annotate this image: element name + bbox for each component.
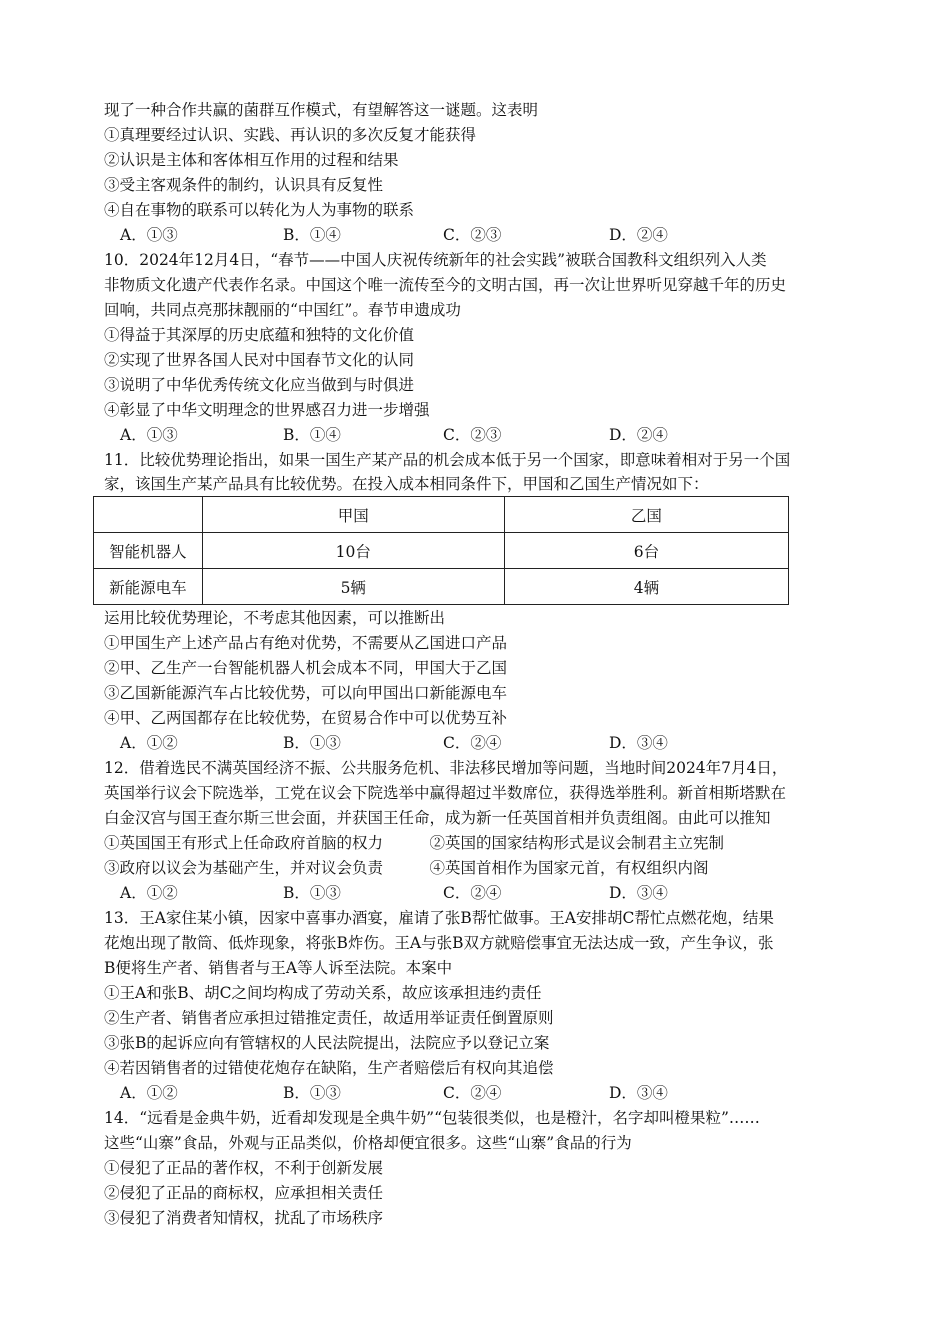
q11-item-3: ③乙国新能源汽车占比较优势，可以向甲国出口新能源电车: [104, 684, 508, 702]
table-header-cell: 甲国: [202, 497, 504, 533]
q10-choice-a[interactable]: A．①③: [120, 426, 178, 444]
q11-choice-c[interactable]: C．②④: [443, 734, 502, 752]
q12-choice-b[interactable]: B．①③: [283, 884, 341, 902]
q14-item-1: ①侵犯了正品的著作权，不利于创新发展: [104, 1159, 384, 1177]
q12-stem-line-3: 白金汉宫与国王查尔斯三世会面，并获国王任命，成为新一任英国首相并负责组阁。由此可以推知: [104, 809, 771, 827]
q12-items-row-1: ①英国国王有形式上任命政府首脑的权力 ②英国的国家结构形式是议会制君主立宪制: [104, 834, 725, 852]
q13-item-4: ④若因销售者的过错使花炮存在缺陷，生产者赔偿后有权向其追偿: [104, 1059, 554, 1077]
q13-stem-line-2: 花炮出现了散筒、低炸现象，将张B炸伤。王A与张B双方就赔偿事宜无法达成一致，产生争议，张: [104, 934, 774, 952]
q13-item-3: ③张B的起诉应向有管辖权的人民法院提出，法院应予以登记立案: [104, 1034, 550, 1052]
q12-choices: [120, 883, 840, 903]
q12-choice-a[interactable]: A．①②: [120, 884, 178, 902]
q9-item-2: ②认识是主体和客体相互作用的过程和结果: [104, 151, 399, 169]
q10-choice-b[interactable]: B．①④: [283, 426, 341, 444]
q13-item-2: ②生产者、销售者应承担过错推定责任，故适用举证责任倒置原则: [104, 1009, 554, 1027]
table-cell: 10台: [202, 533, 504, 569]
q9-item-3: ③受主客观条件的制约，认识具有反复性: [104, 176, 384, 194]
q14-item-3: ③侵犯了消费者知情权，扰乱了市场秩序: [104, 1209, 384, 1227]
q9-item-1: ①真理要经过认识、实践、再认识的多次反复才能获得: [104, 126, 477, 144]
q13-choice-c[interactable]: C．②④: [443, 1084, 502, 1102]
q13-stem-line-1: 13．王A家住某小镇，因家中喜事办酒宴，雇请了张B帮忙做事。王A安排胡C帮忙点燃花炮，结果: [104, 909, 774, 927]
table-header-cell: 乙国: [504, 497, 788, 533]
q9-choice-a[interactable]: A．①③: [120, 226, 178, 244]
q11-item-2: ②甲、乙生产一台智能机器人机会成本不同，甲国大于乙国: [104, 659, 508, 677]
q12-choice-d[interactable]: D．③④: [609, 884, 668, 902]
q9-stem-tail: 现了一种合作共赢的菌群互作模式，有望解答这一谜题。这表明: [104, 101, 539, 119]
table-header-row: [94, 497, 789, 533]
q14-stem-line-2: 这些“山寨”食品，外观与正品类似，价格却便宜很多。这些“山寨”食品的行为: [104, 1134, 632, 1152]
q10-item-4: ④彰显了中华文明理念的世界感召力进一步增强: [104, 401, 430, 419]
q10-choices: [120, 425, 840, 445]
q12-choice-c[interactable]: C．②④: [443, 884, 502, 902]
table-cell: 4辆: [504, 569, 788, 605]
table-header-cell: [94, 497, 203, 533]
q14-stem-line-1: 14．“远看是金典牛奶，近看却发现是全典牛奶”“包装很类似，也是橙汁，名字却叫橙果粒”……: [104, 1109, 760, 1127]
table-row: [94, 533, 789, 569]
q11-item-1: ①甲国生产上述产品占有绝对优势，不需要从乙国进口产品: [104, 634, 508, 652]
q13-choice-b[interactable]: B．①③: [283, 1084, 341, 1102]
q10-choice-d[interactable]: D．②④: [609, 426, 668, 444]
q12-stem-line-2: 英国举行议会下院选举，工党在议会下院选举中赢得超过半数席位，获得选举胜利。新首相斯塔默在: [104, 784, 787, 802]
q10-stem-line-2: 非物质文化遗产代表作名录。中国这个唯一流传至今的文明古国，再一次让世界听见穿越千年的历史: [104, 276, 787, 294]
q9-choice-d[interactable]: D．②④: [609, 226, 668, 244]
q11-choice-b[interactable]: B．①③: [283, 734, 341, 752]
q9-item-4: ④自在事物的联系可以转化为人为事物的联系: [104, 201, 415, 219]
q11-choice-d[interactable]: D．③④: [609, 734, 668, 752]
q10-stem-line-1: 10．2024年12月4日，“春节——中国人庆祝传统新年的社会实践”被联合国教科文组织列入人类: [104, 251, 767, 269]
production-table: [93, 496, 789, 605]
q9-choice-b[interactable]: B．①④: [283, 226, 341, 244]
q10-item-3: ③说明了中华优秀传统文化应当做到与时俱进: [104, 376, 415, 394]
q10-stem-line-3: 回响，共同点亮那抹靓丽的“中国红”。春节申遗成功: [104, 301, 461, 319]
q11-stem-line-1: 11．比较优势理论指出，如果一国生产某产品的机会成本低于另一个国家，即意味着相对于另一个国: [104, 451, 791, 469]
q11-choice-a[interactable]: A．①②: [120, 734, 178, 752]
q11-choices: [120, 733, 840, 753]
q13-item-1: ①王A和张B、胡C之间均构成了劳动关系，故应该承担违约责任: [104, 984, 542, 1002]
q14-item-2: ②侵犯了正品的商标权，应承担相关责任: [104, 1184, 384, 1202]
q10-item-2: ②实现了世界各国人民对中国春节文化的认同: [104, 351, 415, 369]
q13-choices: [120, 1083, 840, 1103]
q9-choices: [120, 225, 840, 245]
table-cell: 6台: [504, 533, 788, 569]
table-cell: 5辆: [202, 569, 504, 605]
q12-items-row-2: ③政府以议会为基础产生，并对议会负责 ④英国首相作为国家元首，有权组织内阁: [104, 859, 709, 877]
table-cell: 智能机器人: [94, 533, 203, 569]
q11-stem-line-2: 家，该国生产某产品具有比较优势。在投入成本相同条件下，甲国和乙国生产情况如下：: [104, 475, 709, 493]
q13-choice-d[interactable]: D．③④: [609, 1084, 668, 1102]
q10-item-1: ①得益于其深厚的历史底蕴和独特的文化价值: [104, 326, 415, 344]
q11-item-4: ④甲、乙两国都存在比较优势，在贸易合作中可以优势互补: [104, 709, 508, 727]
q13-choice-a[interactable]: A．①②: [120, 1084, 178, 1102]
q9-choice-c[interactable]: C．②③: [443, 226, 502, 244]
q10-choice-c[interactable]: C．②③: [443, 426, 502, 444]
q11-after-table: 运用比较优势理论，不考虑其他因素，可以推断出: [104, 609, 446, 627]
table-cell: 新能源电车: [94, 569, 203, 605]
table-row: [94, 569, 789, 605]
q13-stem-line-3: B便将生产者、销售者与王A等人诉至法院。本案中: [104, 959, 453, 977]
q12-stem-line-1: 12．借着选民不满英国经济不振、公共服务危机、非法移民增加等问题，当地时间2024年7月4日，: [104, 759, 788, 777]
